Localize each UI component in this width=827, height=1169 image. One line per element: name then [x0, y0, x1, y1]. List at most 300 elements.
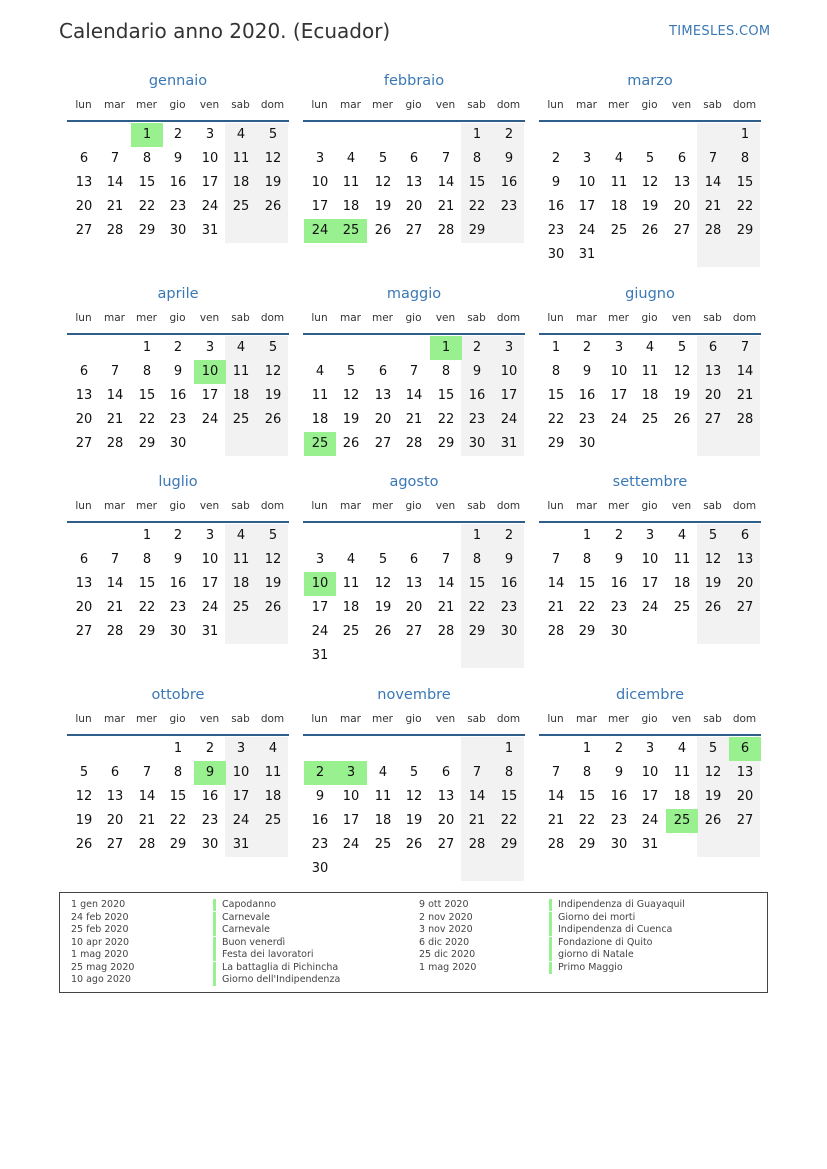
weekday-header: [304, 713, 524, 727]
weekday-label: lun: [311, 99, 328, 111]
day-cell: 6: [708, 340, 718, 355]
day-cell: 6: [409, 552, 419, 567]
holiday-day: 6: [729, 737, 761, 761]
day-cell: 15: [578, 789, 596, 804]
day-cell: 23: [610, 813, 628, 828]
day-cell: 15: [468, 175, 486, 190]
day-cell: 6: [79, 151, 89, 166]
weekday-label: mar: [104, 713, 125, 725]
day-cell: 29: [468, 624, 486, 639]
day-cell: 10: [641, 765, 659, 780]
legend-date: 1 gen 2020: [71, 899, 126, 910]
day-cell: 29: [169, 837, 187, 852]
weekday-label: sab: [703, 99, 722, 111]
day-cell: 30: [468, 436, 486, 451]
day-cell: 2: [472, 340, 482, 355]
day-cell: 26: [342, 436, 360, 451]
day-cell: 23: [468, 412, 486, 427]
day-cell: 13: [75, 175, 93, 190]
legend-date: 6 dic 2020: [419, 936, 470, 948]
day-cell: 17: [610, 388, 628, 403]
day-cell: 13: [374, 388, 392, 403]
weekday-label: gio: [169, 312, 186, 324]
day-cell: 12: [264, 552, 282, 567]
day-cell: 27: [673, 223, 691, 238]
weekday-label: gio: [641, 500, 658, 512]
day-cell: 14: [106, 388, 124, 403]
day-cell: 20: [75, 412, 93, 427]
weekday-label: lun: [547, 312, 564, 324]
holiday-day: 25: [335, 219, 367, 243]
day-cell: 16: [169, 576, 187, 591]
weekday-header: [540, 312, 760, 326]
day-cell: 19: [641, 199, 659, 214]
legend-date: 2 nov 2020: [419, 911, 473, 923]
day-cell: 31: [311, 648, 329, 663]
header-rule: [303, 521, 525, 523]
weekday-label: mer: [371, 99, 393, 111]
weekday-label: ven: [199, 312, 220, 324]
month-ottobre: [67, 687, 289, 887]
day-cell: 5: [268, 340, 278, 355]
holiday-day: 25: [666, 809, 698, 833]
day-cell: 22: [736, 199, 754, 214]
day-cell: 7: [110, 552, 120, 567]
day-cell: 4: [614, 151, 624, 166]
day-cell: 14: [437, 576, 455, 591]
day-cell: 7: [409, 364, 419, 379]
weekday-label: mer: [135, 99, 157, 111]
weekday-label: lun: [75, 500, 92, 512]
day-cell: 19: [374, 600, 392, 615]
day-cell: 1: [504, 741, 514, 756]
day-cell: 12: [704, 552, 722, 567]
day-cell: 13: [704, 364, 722, 379]
day-cell: 22: [169, 813, 187, 828]
day-cell: 22: [138, 412, 156, 427]
day-cell: 13: [736, 552, 754, 567]
weekday-label: dom: [496, 312, 521, 324]
day-cell: 5: [708, 528, 718, 543]
weekday-label: sab: [231, 500, 250, 512]
month-title: marzo: [627, 73, 673, 89]
month-febbraio: [303, 73, 525, 273]
day-cell: 28: [736, 412, 754, 427]
day-cell: 29: [736, 223, 754, 238]
legend-date: 3 nov 2020: [419, 924, 473, 935]
weekday-label: ven: [199, 713, 220, 725]
day-cell: 15: [138, 388, 156, 403]
weekday-header: [68, 713, 288, 727]
day-cell: 24: [232, 813, 250, 828]
day-cell: 10: [232, 765, 250, 780]
weekday-label: sab: [231, 713, 250, 725]
day-cell: 13: [437, 789, 455, 804]
day-cell: 15: [578, 576, 596, 591]
legend-holiday-name: Indipendenza di Guayaquil: [549, 899, 685, 911]
day-cell: 13: [75, 576, 93, 591]
day-cell: 21: [106, 199, 124, 214]
day-cell: 20: [437, 813, 455, 828]
day-cell: 20: [106, 813, 124, 828]
day-grid: [540, 524, 760, 668]
day-cell: 21: [547, 813, 565, 828]
site-link[interactable]: TIMESLES.COM: [669, 24, 771, 39]
weekday-label: mar: [576, 713, 597, 725]
day-cell: 20: [405, 600, 423, 615]
day-cell: 6: [79, 364, 89, 379]
weekday-label: sab: [467, 312, 486, 324]
day-cell: 30: [547, 247, 565, 262]
weekday-label: sab: [467, 500, 486, 512]
weekday-label: mar: [576, 500, 597, 512]
day-cell: 11: [673, 552, 691, 567]
day-cell: 31: [500, 436, 518, 451]
month-title: dicembre: [615, 687, 685, 703]
weekday-header: [540, 713, 760, 727]
day-cell: 23: [169, 600, 187, 615]
weekday-label: gio: [641, 312, 658, 324]
weekday-label: sab: [467, 713, 486, 725]
legend-holiday-name: Giorno dell'Indipendenza: [213, 974, 340, 986]
day-cell: 16: [311, 813, 329, 828]
day-cell: 29: [468, 223, 486, 238]
holiday-day: 1: [131, 123, 163, 147]
month-aprile: [67, 286, 289, 486]
day-cell: 29: [138, 223, 156, 238]
weekday-label: gio: [641, 713, 658, 725]
day-cell: 10: [610, 364, 628, 379]
day-cell: 28: [547, 837, 565, 852]
day-cell: 5: [409, 765, 419, 780]
weekday-label: lun: [311, 713, 328, 725]
weekday-label: dom: [260, 99, 285, 111]
weekday-label: lun: [75, 99, 92, 111]
day-cell: 3: [582, 151, 592, 166]
month-luglio: [67, 474, 289, 674]
day-cell: 24: [201, 199, 219, 214]
day-cell: 8: [504, 765, 514, 780]
month-dicembre: [539, 687, 761, 887]
month-title: luglio: [158, 474, 198, 490]
holiday-day: 9: [194, 761, 226, 785]
weekday-label: mer: [607, 312, 629, 324]
day-cell: 9: [173, 151, 183, 166]
weekday-label: lun: [547, 99, 564, 111]
weekday-label: mer: [607, 713, 629, 725]
day-cell: 31: [232, 837, 250, 852]
day-cell: 13: [405, 175, 423, 190]
day-cell: 26: [673, 412, 691, 427]
weekday-label: dom: [496, 99, 521, 111]
day-cell: 8: [551, 364, 561, 379]
day-cell: 21: [138, 813, 156, 828]
month-novembre: [303, 687, 525, 887]
weekday-label: lun: [311, 500, 328, 512]
day-cell: 1: [142, 528, 152, 543]
weekday-header: [68, 99, 288, 113]
day-cell: 27: [75, 624, 93, 639]
day-cell: 7: [472, 765, 482, 780]
day-cell: 10: [201, 151, 219, 166]
holiday-legend: [59, 892, 768, 993]
day-cell: 18: [232, 175, 250, 190]
day-cell: 14: [106, 175, 124, 190]
day-cell: 8: [173, 765, 183, 780]
day-cell: 29: [547, 436, 565, 451]
weekday-label: gio: [405, 713, 422, 725]
day-cell: 17: [342, 813, 360, 828]
day-cell: 30: [578, 436, 596, 451]
day-cell: 11: [641, 364, 659, 379]
day-cell: 5: [79, 765, 89, 780]
weekday-label: mar: [104, 500, 125, 512]
day-cell: 16: [201, 789, 219, 804]
day-cell: 4: [346, 151, 356, 166]
day-cell: 9: [472, 364, 482, 379]
day-cell: 7: [110, 364, 120, 379]
day-cell: 3: [645, 528, 655, 543]
day-cell: 8: [142, 552, 152, 567]
holiday-day: 25: [304, 432, 336, 456]
day-cell: 3: [645, 741, 655, 756]
day-cell: 2: [551, 151, 561, 166]
weekday-label: dom: [732, 312, 757, 324]
month-marzo: [539, 73, 761, 273]
day-cell: 31: [201, 223, 219, 238]
day-cell: 29: [138, 436, 156, 451]
day-cell: 24: [641, 600, 659, 615]
day-cell: 17: [641, 576, 659, 591]
day-cell: 27: [437, 837, 455, 852]
day-cell: 18: [673, 576, 691, 591]
day-cell: 7: [110, 151, 120, 166]
weekday-label: lun: [547, 500, 564, 512]
day-cell: 9: [315, 789, 325, 804]
weekday-label: ven: [199, 500, 220, 512]
weekday-header: [304, 99, 524, 113]
day-cell: 24: [578, 223, 596, 238]
day-cell: 5: [268, 528, 278, 543]
day-cell: 27: [374, 436, 392, 451]
day-cell: 24: [610, 412, 628, 427]
day-cell: 11: [610, 175, 628, 190]
month-maggio: [303, 286, 525, 486]
day-cell: 28: [138, 837, 156, 852]
day-cell: 25: [264, 813, 282, 828]
day-cell: 30: [201, 837, 219, 852]
day-cell: 6: [378, 364, 388, 379]
day-cell: 12: [374, 175, 392, 190]
legend-date: 24 feb 2020: [71, 911, 129, 923]
day-cell: 31: [641, 837, 659, 852]
weekday-label: lun: [311, 312, 328, 324]
day-cell: 26: [374, 223, 392, 238]
legend-holiday-name: Capodanno: [213, 899, 276, 911]
legend-holiday-name: giorno di Natale: [549, 949, 634, 961]
day-cell: 18: [232, 576, 250, 591]
day-cell: 26: [264, 600, 282, 615]
holiday-day: 3: [335, 761, 367, 785]
holiday-day: 24: [304, 219, 336, 243]
day-cell: 5: [708, 741, 718, 756]
header-rule: [539, 734, 761, 736]
day-grid: [68, 524, 288, 668]
day-cell: 22: [437, 412, 455, 427]
day-cell: 15: [736, 175, 754, 190]
day-cell: 11: [673, 765, 691, 780]
day-cell: 30: [610, 624, 628, 639]
day-cell: 1: [582, 741, 592, 756]
day-cell: 28: [704, 223, 722, 238]
day-cell: 26: [264, 412, 282, 427]
day-cell: 24: [641, 813, 659, 828]
day-cell: 6: [441, 765, 451, 780]
legend-holiday-name: La battaglia di Pichincha: [213, 962, 338, 974]
weekday-label: mar: [340, 500, 361, 512]
day-cell: 29: [578, 624, 596, 639]
day-cell: 8: [740, 151, 750, 166]
day-cell: 21: [468, 813, 486, 828]
weekday-label: sab: [703, 500, 722, 512]
month-agosto: [303, 474, 525, 674]
weekday-label: lun: [547, 713, 564, 725]
day-cell: 25: [374, 837, 392, 852]
day-cell: 19: [704, 789, 722, 804]
day-cell: 23: [169, 412, 187, 427]
legend-holiday-name: Giorno dei morti: [549, 912, 635, 924]
weekday-label: mer: [135, 713, 157, 725]
header-rule: [67, 521, 289, 523]
day-cell: 4: [268, 741, 278, 756]
day-cell: 2: [173, 127, 183, 142]
day-cell: 10: [500, 364, 518, 379]
month-giugno: [539, 286, 761, 486]
day-cell: 26: [405, 837, 423, 852]
header-rule: [303, 120, 525, 122]
day-cell: 25: [232, 412, 250, 427]
day-cell: 28: [547, 624, 565, 639]
day-cell: 19: [673, 388, 691, 403]
weekday-label: gio: [641, 99, 658, 111]
day-grid: [304, 524, 524, 668]
day-cell: 2: [614, 528, 624, 543]
day-grid: [68, 123, 288, 267]
day-cell: 30: [311, 861, 329, 876]
weekday-label: ven: [435, 99, 456, 111]
day-cell: 12: [673, 364, 691, 379]
weekday-label: ven: [671, 500, 692, 512]
day-cell: 5: [268, 127, 278, 142]
day-cell: 25: [641, 412, 659, 427]
day-cell: 14: [437, 175, 455, 190]
day-cell: 3: [205, 127, 215, 142]
day-cell: 2: [173, 528, 183, 543]
weekday-label: mer: [371, 500, 393, 512]
day-cell: 18: [342, 199, 360, 214]
weekday-label: gio: [169, 500, 186, 512]
day-cell: 15: [437, 388, 455, 403]
month-settembre: [539, 474, 761, 674]
day-cell: 12: [704, 765, 722, 780]
weekday-label: sab: [231, 99, 250, 111]
legend-holiday-name: Primo Maggio: [549, 962, 623, 974]
legend-date: 10 ago 2020: [71, 974, 131, 985]
day-cell: 5: [378, 151, 388, 166]
month-title: giugno: [625, 286, 675, 302]
day-cell: 3: [236, 741, 246, 756]
day-cell: 21: [547, 600, 565, 615]
day-cell: 7: [740, 340, 750, 355]
day-cell: 17: [578, 199, 596, 214]
day-cell: 22: [138, 600, 156, 615]
weekday-label: gio: [169, 99, 186, 111]
day-cell: 2: [614, 741, 624, 756]
day-cell: 9: [504, 151, 514, 166]
header-rule: [539, 521, 761, 523]
day-cell: 29: [578, 837, 596, 852]
day-cell: 22: [468, 600, 486, 615]
day-cell: 1: [582, 528, 592, 543]
month-title: agosto: [389, 474, 439, 490]
day-cell: 19: [704, 576, 722, 591]
legend-date: 25 feb 2020: [71, 924, 129, 935]
day-cell: 11: [342, 175, 360, 190]
weekday-label: gio: [405, 312, 422, 324]
day-cell: 27: [75, 223, 93, 238]
day-cell: 6: [677, 151, 687, 166]
day-cell: 1: [551, 340, 561, 355]
day-cell: 23: [311, 837, 329, 852]
day-cell: 12: [264, 151, 282, 166]
day-cell: 4: [346, 552, 356, 567]
weekday-label: mer: [135, 500, 157, 512]
day-cell: 16: [500, 175, 518, 190]
day-cell: 14: [704, 175, 722, 190]
day-cell: 22: [578, 600, 596, 615]
day-cell: 24: [500, 412, 518, 427]
day-cell: 26: [264, 199, 282, 214]
weekday-label: mer: [371, 312, 393, 324]
weekday-label: mer: [371, 713, 393, 725]
day-cell: 3: [205, 340, 215, 355]
day-cell: 8: [441, 364, 451, 379]
day-cell: 21: [704, 199, 722, 214]
weekday-header: [68, 312, 288, 326]
month-title: novembre: [377, 687, 451, 703]
day-cell: 11: [232, 364, 250, 379]
day-cell: 16: [169, 175, 187, 190]
day-cell: 28: [106, 624, 124, 639]
day-grid: [540, 336, 760, 480]
day-cell: 2: [173, 340, 183, 355]
day-cell: 2: [205, 741, 215, 756]
header-rule: [67, 734, 289, 736]
weekday-label: mar: [340, 99, 361, 111]
day-grid: [304, 336, 524, 480]
legend-date: 25 dic 2020: [419, 949, 476, 960]
weekday-label: dom: [260, 312, 285, 324]
day-cell: 3: [205, 528, 215, 543]
day-cell: 28: [468, 837, 486, 852]
day-cell: 19: [264, 175, 282, 190]
day-cell: 16: [468, 388, 486, 403]
day-cell: 15: [169, 789, 187, 804]
day-cell: 13: [736, 765, 754, 780]
day-cell: 2: [504, 127, 514, 142]
month-title: aprile: [157, 286, 199, 302]
day-cell: 8: [142, 151, 152, 166]
